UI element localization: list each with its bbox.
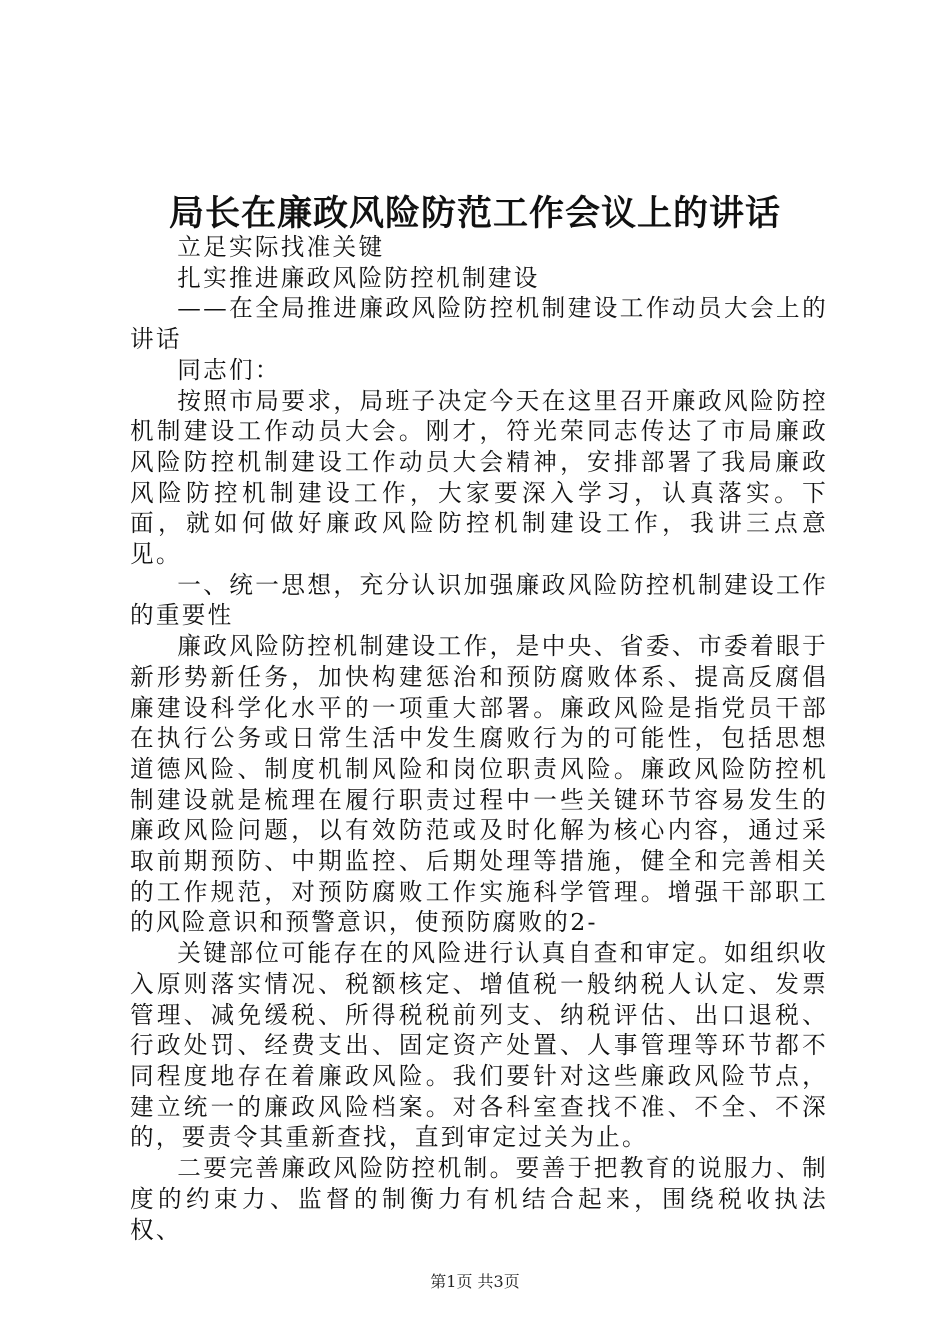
paragraph-subtitle-2: 扎实推进廉政风险防控机制建设 xyxy=(177,263,540,292)
document-title: 局长在廉政风险防范工作会议上的讲话 xyxy=(168,193,781,234)
page-footer: 第1页 共3页 xyxy=(430,1272,520,1291)
paragraph: 二要完善廉政风险防控机制。要善于把教育的说服力、制度的约束力、监督的制衡力有机结合起来，围绕税收执法权、 xyxy=(130,1154,828,1244)
paragraph-subtitle-1: 立足实际找准关键 xyxy=(177,233,385,261)
paragraph: 廉政风险防控机制建设工作，是中央、省委、市委着眼于新形势新任务，加快构建惩治和预防腐败体系、提高反腐倡廉建设科学化水平的一项重大部署。廉政风险是指党员干部在执行公务或日常生活中发生腐败行为的可能性，包括思想道德风险、制度机制风险和岗位职责风险。廉政风险防控机制建设就是梳理在履行职责过程中一些关键环节容易发生的廉政风险问题，以有效防范或及时化解为核心内容，通过采取前期预防、中期监控、后期处理等措施，健全和完善相关的工作规范，对预防腐败工作实施科学管理。增强干部职工的风险意识和预警意识，使预防腐败的2- xyxy=(130,632,828,937)
paragraph-subtitle-3: ——在全局推进廉政风险防控机制建设工作动员大会上的讲话 xyxy=(130,294,828,354)
document-body xyxy=(130,232,828,1245)
paragraph: 按照市局要求，局班子决定今天在这里召开廉政风险防控机制建设工作动员大会。刚才，符光荣同志传达了市局廉政风险防控机制建设工作动员大会精神，安排部署了我局廉政风险防控机制建设工作，大家要深入学习，认真落实。下面，就如何做好廉政风险防控机制建设工作，我讲三点意见。 xyxy=(130,386,828,569)
paragraph: 关键部位可能存在的风险进行认真自查和审定。如组织收入原则落实情况、税额核定、增值税一般纳税人认定、发票管理、减免缓税、所得税税前列支、纳税评估、出口退税、行政处罚、经费支出、固定资产处置、人事管理等环节都不同程度地存在着廉政风险。我们要针对这些廉政风险节点，建立统一的廉政风险档案。对各科室查找不准、不全、不深的，要责令其重新查找，直到审定过关为止。 xyxy=(130,939,828,1152)
paragraph-salutation: 同志们： xyxy=(177,355,281,384)
section-heading-1: 一、统一思想，充分认识加强廉政风险防控机制建设工作的重要性 xyxy=(130,570,828,630)
